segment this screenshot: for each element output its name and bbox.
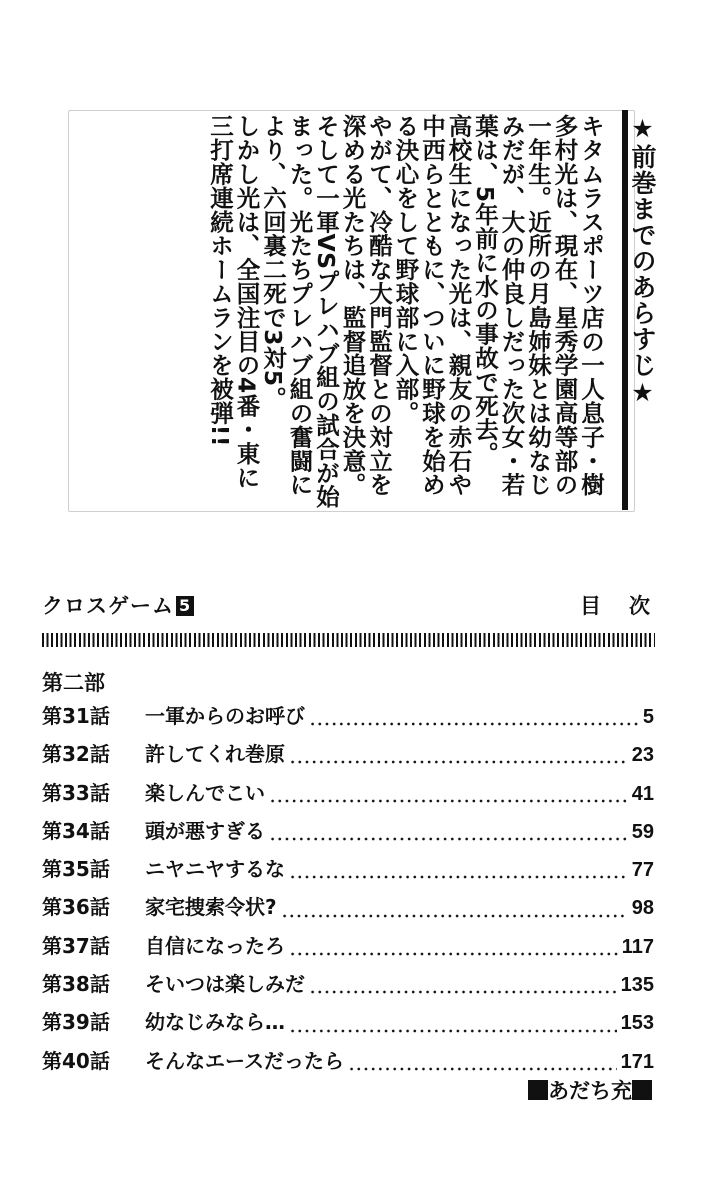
chapter-row[interactable] bbox=[42, 930, 654, 968]
square-bullet-icon bbox=[528, 1080, 548, 1100]
dashed-divider bbox=[42, 633, 655, 647]
synopsis-body bbox=[74, 114, 604, 510]
chapter-page: 59 bbox=[631, 820, 654, 843]
chapter-number: 第31話 bbox=[42, 704, 110, 728]
chapter-number: 第32話 bbox=[42, 742, 110, 767]
book-title-text: クロスゲーム bbox=[42, 594, 174, 618]
chapter-number: 第38話 bbox=[42, 972, 110, 997]
square-bullet-icon bbox=[632, 1080, 652, 1100]
chapter-title: 許してくれ巻原 bbox=[145, 742, 285, 767]
chapter-row[interactable] bbox=[42, 815, 654, 853]
synopsis-paragraph: キタムラスポーツ店の一人息子・樹多村光は、現在、星秀学園高等部の一年生。近所の月島姉妹とは幼なじみだが、大の仲良しだった次女・若葉は、5年前に水の事故で死去。 bbox=[471, 114, 605, 497]
chapter-number: 第37話 bbox=[42, 933, 110, 958]
chapter-title: ニヤニヤするな bbox=[145, 857, 285, 882]
leader-dots bbox=[289, 952, 618, 956]
leader-dots bbox=[289, 875, 628, 879]
volume-badge: 5 bbox=[176, 596, 194, 616]
chapter-row[interactable] bbox=[42, 738, 654, 776]
chapter-page: 153 bbox=[620, 1012, 654, 1035]
chapter-page: 117 bbox=[621, 935, 654, 958]
chapter-number: 第35話 bbox=[42, 857, 110, 882]
chapter-page: 171 bbox=[620, 1050, 654, 1073]
chapter-row[interactable] bbox=[42, 777, 654, 815]
author-credit bbox=[528, 1075, 652, 1105]
synopsis-paragraph: しかし光は、全国注目の4番・東に三打席連続ホームランを被弾!! bbox=[206, 114, 261, 490]
chapter-title: そいつは楽しみだ bbox=[145, 972, 305, 997]
chapter-title: そんなエースだったら bbox=[145, 1048, 344, 1073]
book-title bbox=[42, 590, 194, 620]
toc-label: 目次 bbox=[580, 594, 678, 618]
chapter-title: 楽しんでこい bbox=[145, 780, 265, 805]
chapter-page: 77 bbox=[631, 859, 654, 882]
part-title: 第二部 bbox=[42, 671, 105, 695]
chapter-title: 自信になったろ bbox=[145, 933, 285, 958]
chapter-title: 頭が悪すぎる bbox=[145, 818, 265, 843]
chapter-list bbox=[42, 700, 654, 1083]
chapter-number: 第34話 bbox=[42, 818, 110, 843]
synopsis-paragraph: 高校生になった光は、親友の赤石や中西らとともに、ついに野球を始める決心をして野球部に入部。 bbox=[391, 114, 473, 497]
synopsis-paragraph: そして一軍VSプレハブ組の試合が始まった。光たちプレハブ組の奮闘により、六回裏二死で3対5。 bbox=[259, 114, 340, 509]
synopsis-heading: ★前巻までのあらすじ★ bbox=[628, 114, 657, 408]
chapter-number: 第39話 bbox=[42, 1010, 110, 1035]
leader-dots bbox=[289, 760, 628, 764]
synopsis-paragraph: やがて、冷酷な大門監督との対立を深める光たちは、監督追放を決意。 bbox=[338, 114, 393, 497]
leader-dots bbox=[309, 990, 617, 994]
chapter-row[interactable] bbox=[42, 853, 654, 891]
chapter-page: 41 bbox=[631, 782, 654, 805]
leader-dots bbox=[309, 722, 639, 726]
author-name: あだち充 bbox=[548, 1079, 632, 1103]
leader-dots bbox=[348, 1067, 617, 1071]
chapter-page: 135 bbox=[620, 974, 654, 997]
leader-dots bbox=[289, 1029, 617, 1033]
chapter-title: 一軍からのお呼び bbox=[145, 704, 305, 728]
chapter-number: 第40話 bbox=[42, 1048, 110, 1073]
chapter-page: 23 bbox=[631, 744, 654, 767]
chapter-number: 第33話 bbox=[42, 780, 110, 805]
synopsis-section bbox=[58, 96, 658, 520]
chapter-row[interactable] bbox=[42, 700, 654, 738]
leader-dots bbox=[281, 914, 628, 918]
leader-dots bbox=[269, 837, 628, 841]
leader-dots bbox=[269, 799, 628, 803]
chapter-title: 家宅捜索令状? bbox=[145, 895, 277, 920]
chapter-title: 幼なじみなら… bbox=[145, 1010, 285, 1035]
toc-header bbox=[42, 590, 678, 624]
chapter-page: 98 bbox=[631, 897, 654, 920]
chapter-row[interactable] bbox=[42, 968, 654, 1006]
chapter-row[interactable] bbox=[42, 1006, 654, 1044]
chapter-page: 5 bbox=[642, 706, 654, 728]
chapter-number: 第36話 bbox=[42, 895, 110, 920]
chapter-row[interactable] bbox=[42, 891, 654, 929]
